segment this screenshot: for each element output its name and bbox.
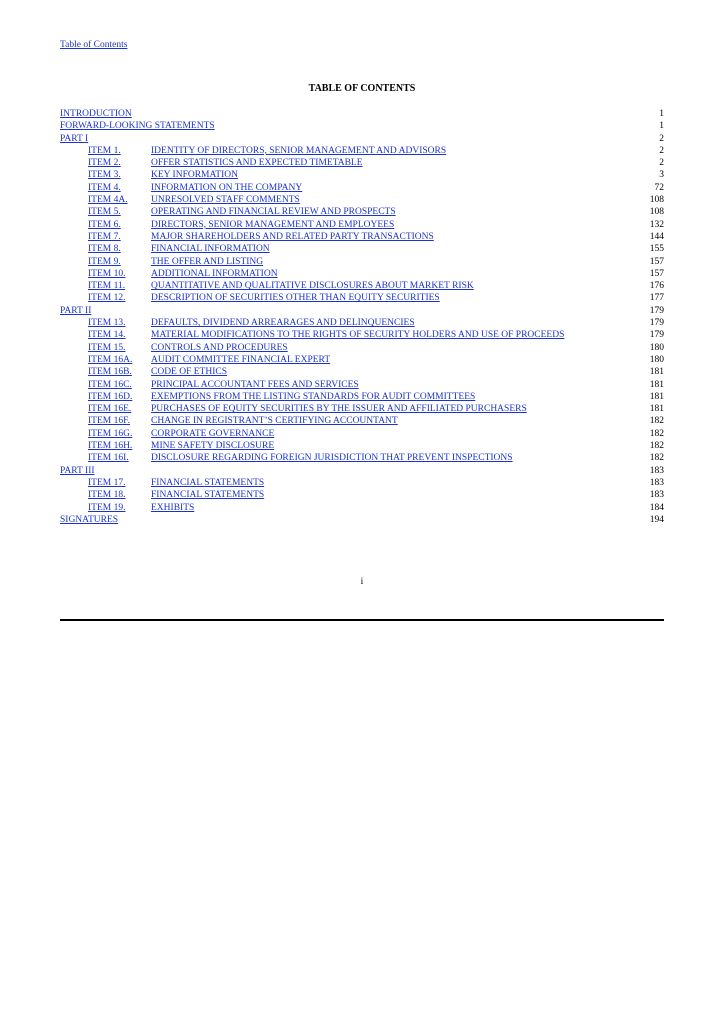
toc-item-title-link[interactable]: IDENTITY OF DIRECTORS, SENIOR MANAGEMENT AND ADVISORS	[151, 145, 447, 156]
toc-page-number: 182	[649, 416, 664, 427]
toc-item-title-link[interactable]: MAJOR SHAREHOLDERS AND RELATED PARTY TRANSACTIONS	[151, 231, 434, 242]
toc-item-row	[60, 194, 664, 206]
toc-item-row	[60, 366, 664, 378]
toc-item-title-link[interactable]: PRINCIPAL ACCOUNTANT FEES AND SERVICES	[151, 379, 359, 390]
toc-page-number: 181	[649, 379, 664, 390]
toc-page-number: 108	[649, 207, 664, 218]
toc-item-title-link[interactable]: EXEMPTIONS FROM THE LISTING STANDARDS FOR AUDIT COMMITTEES	[151, 391, 476, 402]
toc-item-number-link[interactable]: ITEM 15.	[88, 342, 126, 353]
toc-item-row	[60, 145, 664, 157]
toc-item-row	[60, 452, 664, 464]
toc-item-row	[60, 379, 664, 391]
toc-item-row	[60, 256, 664, 268]
toc-item-row	[60, 169, 664, 181]
toc-item-number-link[interactable]: ITEM 16B.	[88, 367, 132, 378]
toc-item-title-link[interactable]: KEY INFORMATION	[151, 170, 238, 181]
toc-item-title-link[interactable]: OPERATING AND FINANCIAL REVIEW AND PROSPECTS	[151, 207, 396, 218]
toc-page-number: 179	[649, 305, 664, 316]
toc-item-number-link[interactable]: ITEM 3.	[88, 170, 121, 181]
toc-page-number: 181	[649, 391, 664, 402]
toc-item-row	[60, 292, 664, 304]
toc-section-link[interactable]: PART I	[60, 133, 89, 144]
toc-item-number-link[interactable]: ITEM 16G.	[88, 428, 133, 439]
toc-item-row	[60, 489, 664, 501]
toc-page-number: 72	[654, 182, 664, 193]
toc-item-row	[60, 354, 664, 366]
toc-item-number-link[interactable]: ITEM 16I.	[88, 453, 129, 464]
toc-page-number: 1	[659, 121, 664, 132]
toc-item-number-link[interactable]: ITEM 16C.	[88, 379, 132, 390]
toc-item-row	[60, 317, 664, 329]
toc-item-title-link[interactable]: AUDIT COMMITTEE FINANCIAL EXPERT	[151, 354, 331, 365]
toc-item-number-link[interactable]: ITEM 7.	[88, 231, 121, 242]
toc-item-number-link[interactable]: ITEM 16A.	[88, 354, 133, 365]
toc-item-number-link[interactable]: ITEM 14.	[88, 330, 126, 341]
toc-section-row	[60, 305, 664, 317]
toc-item-title-link[interactable]: CODE OF ETHICS	[151, 367, 228, 378]
toc-item-title-link[interactable]: CORPORATE GOVERNANCE	[151, 428, 275, 439]
toc-page-number: 183	[649, 477, 664, 488]
toc-page-number: 177	[649, 293, 664, 304]
toc-page-number: 2	[659, 158, 664, 169]
toc-item-row	[60, 219, 664, 231]
toc-item-title-link[interactable]: QUANTITATIVE AND QUALITATIVE DISCLOSURES ABOUT MARKET RISK	[151, 281, 474, 292]
toc-item-title-link[interactable]: FINANCIAL INFORMATION	[151, 244, 270, 255]
toc-page-number: 180	[649, 354, 664, 365]
toc-page-number: 3	[659, 170, 664, 181]
toc-page-number: 181	[649, 367, 664, 378]
toc-item-title-link[interactable]: CONTROLS AND PROCEDURES	[151, 342, 288, 353]
toc-item-title-link[interactable]: CHANGE IN REGISTRANT’S CERTIFYING ACCOUNTANT	[151, 416, 398, 427]
table-of-contents	[60, 108, 664, 526]
page-divider	[60, 619, 664, 621]
toc-item-title-link[interactable]: FINANCIAL STATEMENTS	[151, 490, 265, 501]
toc-page-number: 157	[649, 256, 664, 267]
toc-item-number-link[interactable]: ITEM 5.	[88, 207, 121, 218]
toc-item-row	[60, 391, 664, 403]
toc-page-number: 183	[649, 490, 664, 501]
toc-item-number-link[interactable]: ITEM 11.	[88, 281, 126, 292]
toc-item-title-link[interactable]: THE OFFER AND LISTING	[151, 256, 264, 267]
toc-section-row	[60, 120, 664, 132]
toc-item-title-link[interactable]: PURCHASES OF EQUITY SECURITIES BY THE ISSUER AND AFFILIATED PURCHASERS	[151, 404, 527, 415]
toc-item-row	[60, 231, 664, 243]
toc-item-number-link[interactable]: ITEM 1.	[88, 145, 121, 156]
toc-item-title-link[interactable]: FINANCIAL STATEMENTS	[151, 477, 265, 488]
toc-page-number: 179	[649, 318, 664, 329]
toc-page-number: 194	[649, 514, 664, 525]
toc-section-row	[60, 133, 664, 145]
toc-item-row	[60, 157, 664, 169]
toc-item-title-link[interactable]: UNRESOLVED STAFF COMMENTS	[151, 195, 300, 206]
toc-item-number-link[interactable]: ITEM 18.	[88, 490, 126, 501]
toc-item-row	[60, 502, 664, 514]
toc-item-title-link[interactable]: DISCLOSURE REGARDING FOREIGN JURISDICTION THAT PREVENT INSPECTIONS	[151, 453, 513, 464]
toc-page-number: 2	[659, 133, 664, 144]
toc-item-number-link[interactable]: ITEM 10.	[88, 268, 126, 279]
toc-page-number: 182	[649, 441, 664, 452]
toc-item-title-link[interactable]: DIRECTORS, SENIOR MANAGEMENT AND EMPLOYEES	[151, 219, 395, 230]
toc-page-number: 183	[649, 465, 664, 476]
toc-item-number-link[interactable]: ITEM 4.	[88, 182, 121, 193]
toc-item-row	[60, 243, 664, 255]
toc-item-row	[60, 440, 664, 452]
toc-item-row	[60, 206, 664, 218]
toc-item-row	[60, 477, 664, 489]
toc-page-number: 184	[649, 502, 664, 513]
toc-section-link[interactable]: SIGNATURES	[60, 514, 119, 525]
toc-item-number-link[interactable]: ITEM 19.	[88, 502, 126, 513]
toc-item-title-link[interactable]: INFORMATION ON THE COMPANY	[151, 182, 303, 193]
toc-item-number-link[interactable]: ITEM 9.	[88, 256, 121, 267]
toc-item-number-link[interactable]: ITEM 16E.	[88, 404, 132, 415]
toc-item-title-link[interactable]: DEFAULTS, DIVIDEND ARREARAGES AND DELINQUENCIES	[151, 318, 415, 329]
toc-page-number: 1	[659, 109, 664, 119]
toc-item-number-link[interactable]: ITEM 16H.	[88, 441, 133, 452]
toc-item-title-link[interactable]: DESCRIPTION OF SECURITIES OTHER THAN EQUITY SECURITIES	[151, 293, 440, 304]
toc-item-number-link[interactable]: ITEM 13.	[88, 318, 126, 329]
page-title: TABLE OF CONTENTS	[308, 83, 416, 94]
page-number: i	[360, 577, 364, 587]
toc-item-number-link[interactable]: ITEM 4A.	[88, 195, 128, 206]
toc-item-title-link[interactable]: EXHIBITS	[151, 502, 195, 513]
toc-page-number: 2	[659, 145, 664, 156]
toc-item-number-link[interactable]: ITEM 16D.	[88, 391, 133, 402]
toc-item-number-link[interactable]: ITEM 6.	[88, 219, 121, 230]
toc-item-title-link[interactable]: MINE SAFETY DISCLOSURE	[151, 441, 275, 452]
toc-page-number: 176	[649, 281, 664, 292]
toc-page-number: 108	[649, 195, 664, 206]
toc-page-number: 157	[649, 268, 664, 279]
toc-item-number-link[interactable]: ITEM 8.	[88, 244, 121, 255]
toc-page-number: 181	[649, 404, 664, 415]
toc-item-row	[60, 415, 664, 427]
toc-section-link[interactable]: FORWARD-LOOKING STATEMENTS	[60, 121, 215, 132]
toc-item-row	[60, 329, 664, 341]
toc-section-row	[60, 108, 664, 120]
toc-item-row	[60, 182, 664, 194]
toc-item-title-link[interactable]: OFFER STATISTICS AND EXPECTED TIMETABLE	[151, 158, 363, 169]
toc-item-title-link[interactable]: MATERIAL MODIFICATIONS TO THE RIGHTS OF SECURITY HOLDERS AND USE OF PROCEEDS	[151, 330, 565, 341]
toc-section-link[interactable]: INTRODUCTION	[60, 109, 132, 119]
toc-page-number: 132	[649, 219, 664, 230]
table-of-contents-link[interactable]: Table of Contents	[60, 40, 128, 50]
toc-page-number: 155	[649, 244, 664, 255]
toc-item-number-link[interactable]: ITEM 16F.	[88, 416, 130, 427]
toc-section-link[interactable]: PART III	[60, 465, 95, 476]
toc-item-row	[60, 268, 664, 280]
toc-item-row	[60, 403, 664, 415]
toc-page-number: 182	[649, 453, 664, 464]
toc-page-number: 144	[649, 231, 664, 242]
toc-section-link[interactable]: PART II	[60, 305, 92, 316]
toc-item-number-link[interactable]: ITEM 12.	[88, 293, 126, 304]
toc-item-row	[60, 342, 664, 354]
toc-section-row	[60, 514, 664, 526]
toc-item-number-link[interactable]: ITEM 2.	[88, 158, 121, 169]
toc-item-row	[60, 428, 664, 440]
toc-item-row	[60, 280, 664, 292]
toc-section-row	[60, 465, 664, 477]
toc-page-number: 179	[649, 330, 664, 341]
toc-item-number-link[interactable]: ITEM 17.	[88, 477, 126, 488]
toc-page-number: 180	[649, 342, 664, 353]
toc-item-title-link[interactable]: ADDITIONAL INFORMATION	[151, 268, 278, 279]
toc-page-number: 182	[649, 428, 664, 439]
